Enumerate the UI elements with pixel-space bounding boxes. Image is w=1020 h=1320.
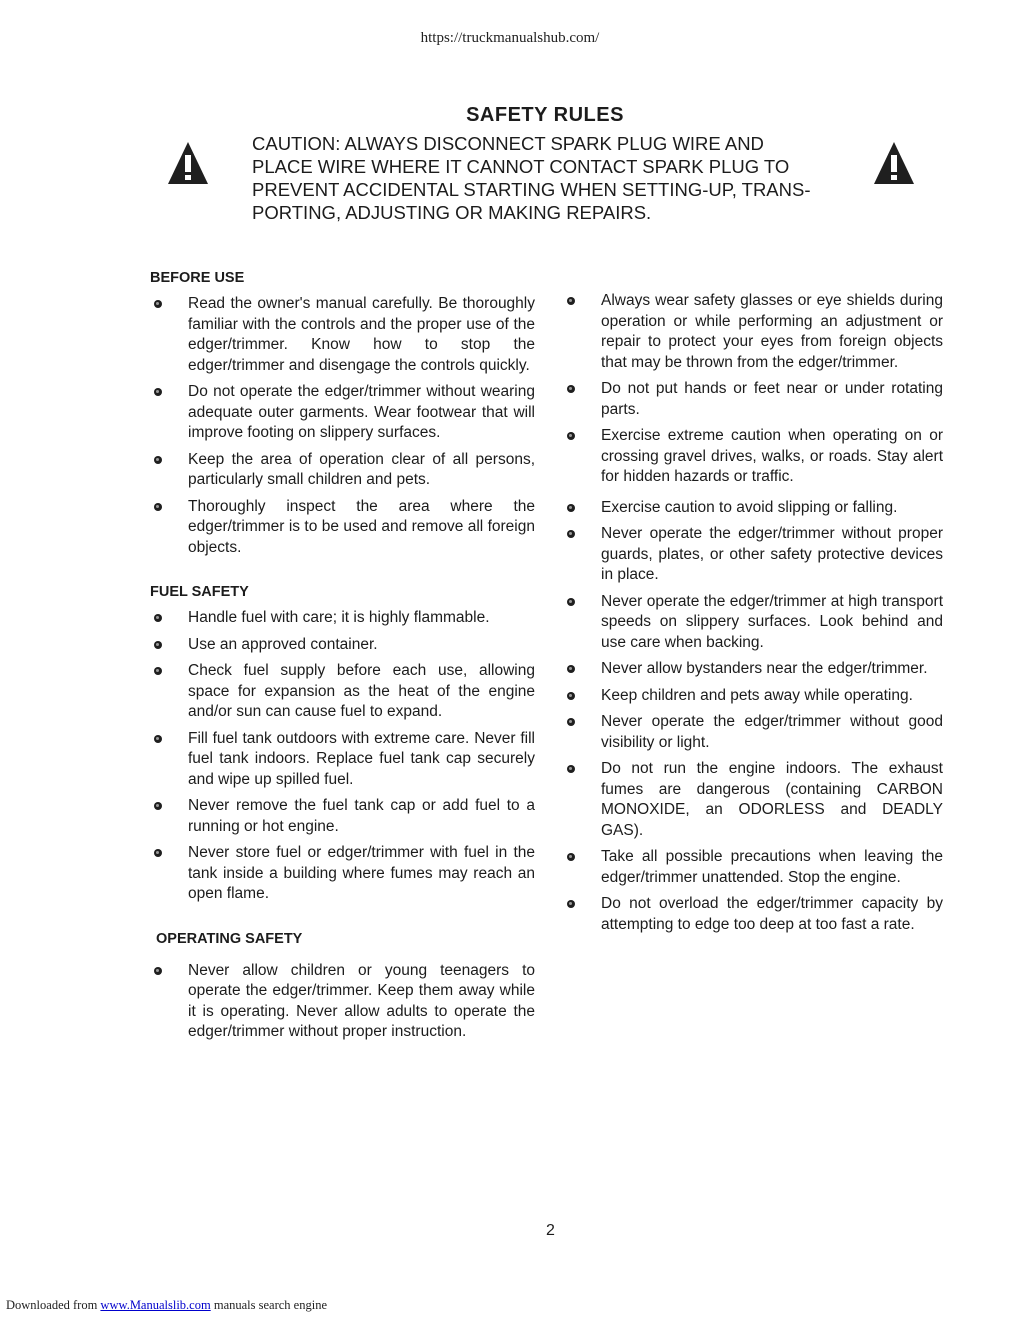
manualslib-link[interactable]: www.Manualslib.com bbox=[100, 1298, 211, 1312]
bullet-icon bbox=[154, 456, 162, 464]
caution-line: CAUTION: ALWAYS DISCONNECT SPARK PLUG WIRE AND bbox=[252, 133, 764, 154]
list-item bbox=[150, 635, 535, 656]
list-item bbox=[563, 847, 943, 888]
bullet-icon bbox=[567, 765, 575, 773]
header-url: https://truckmanualshub.com/ bbox=[420, 30, 600, 46]
bullet-icon bbox=[154, 849, 162, 857]
bullet-icon bbox=[567, 853, 575, 861]
section-heading-before-use: BEFORE USE bbox=[150, 270, 245, 286]
bullet-icon bbox=[154, 503, 162, 511]
right-column bbox=[563, 291, 943, 941]
item-text: Never operate the edger/trimmer without proper guards, plates, or other safety protective devices in place. bbox=[601, 525, 943, 583]
caution-notice bbox=[252, 132, 832, 224]
bullet-icon bbox=[567, 692, 575, 700]
list-item bbox=[563, 686, 943, 707]
item-text: Never operate the edger/trimmer without good visibility or light. bbox=[601, 713, 943, 751]
item-text: Never operate the edger/trimmer at high transport speeds on slippery surfaces. Look behind and use care when backing. bbox=[601, 592, 943, 651]
bullet-icon bbox=[154, 667, 162, 675]
item-text: Thoroughly inspect the area where the edger/trimmer is to be used and remove all foreign objects. bbox=[188, 497, 535, 556]
list-item bbox=[150, 497, 535, 559]
item-text: Never remove the fuel tank cap or add fuel to a running or hot engine. bbox=[188, 797, 535, 835]
item-text: Handle fuel with care; it is highly flammable. bbox=[188, 609, 490, 626]
page-number: 2 bbox=[546, 1222, 555, 1239]
caution-line: PLACE WIRE WHERE IT CANNOT CONTACT SPARK PLUG TO bbox=[252, 156, 790, 177]
list-item bbox=[150, 729, 535, 791]
bullet-icon bbox=[567, 665, 575, 673]
list-item bbox=[150, 961, 535, 1043]
list-item bbox=[563, 712, 943, 753]
item-text: Do not operate the edger/trimmer without wearing adequate outer garments. Wear footwear that will improve footing on slippery surfaces. bbox=[188, 383, 535, 441]
caution-line: PREVENT ACCIDENTAL STARTING WHEN SETTING-UP, TRANS- bbox=[252, 179, 811, 200]
list-item bbox=[150, 294, 535, 376]
bullet-icon bbox=[154, 967, 162, 975]
list-item bbox=[563, 759, 943, 841]
item-text: Exercise extreme caution when operating on or crossing gravel drives, walks, or roads. Stay alert for hidden hazards or traffic. bbox=[601, 427, 943, 485]
list-item bbox=[563, 592, 943, 654]
list-item bbox=[150, 796, 535, 837]
item-text: Do not put hands or feet near or under rotating parts. bbox=[601, 380, 943, 418]
list-item bbox=[150, 661, 535, 723]
bullet-icon bbox=[567, 530, 575, 538]
list-item bbox=[563, 894, 943, 935]
bullet-icon bbox=[567, 385, 575, 393]
bullet-icon bbox=[567, 504, 575, 512]
bullet-icon bbox=[154, 735, 162, 743]
warning-icon bbox=[872, 140, 916, 186]
bullet-icon bbox=[154, 300, 162, 308]
item-text: Read the owner's manual carefully. Be thoroughly familiar with the controls and the proper use of the edger/trimmer. Know how to stop the edger/trimmer and disengage the controls quickly. bbox=[188, 295, 535, 374]
bullet-icon bbox=[567, 718, 575, 726]
item-text: Use an approved container. bbox=[188, 635, 378, 653]
bullet-icon bbox=[567, 297, 575, 305]
list-item bbox=[563, 498, 943, 519]
bullet-icon bbox=[567, 432, 575, 440]
item-text: Always wear safety glasses or eye shields during operation or while performing an adjustment or repair to protect your eyes from foreign objects that may be thrown from the edger/trimmer. bbox=[601, 292, 943, 371]
section-heading-fuel-safety: FUEL SAFETY bbox=[150, 584, 249, 600]
list-item bbox=[563, 524, 943, 586]
bullet-icon bbox=[154, 641, 162, 649]
item-text: Fill fuel tank outdoors with extreme care. Never fill fuel tank indoors. Replace fuel tank cap securely and wipe up spilled fuel. bbox=[188, 729, 535, 788]
warning-icon bbox=[166, 140, 210, 186]
item-text: Keep the area of operation clear of all persons, particularly small children and pets. bbox=[188, 450, 535, 488]
item-text: Exercise caution to avoid slipping or falling. bbox=[601, 498, 898, 516]
item-text: Keep children and pets away while operating. bbox=[601, 686, 913, 704]
list-item bbox=[150, 382, 535, 444]
item-text: Never allow bystanders near the edger/trimmer. bbox=[601, 660, 928, 677]
bullet-icon bbox=[154, 802, 162, 810]
item-text: Check fuel supply before each use, allowing space for expansion as the heat of the engine and/or sun can cause fuel to expand. bbox=[188, 662, 535, 720]
bullet-icon bbox=[154, 388, 162, 396]
footer-suffix: manuals search engine bbox=[210, 1298, 327, 1312]
footer bbox=[6, 1298, 327, 1313]
item-text: Do not run the engine indoors. The exhaust fumes are dangerous (containing CARBON MONOXIDE, an ODORLESS and DEADLY GAS). bbox=[601, 760, 943, 839]
left-column bbox=[150, 270, 535, 1049]
list-item bbox=[563, 426, 943, 488]
item-text: Take all possible precautions when leaving the edger/trimmer unattended. Stop the engine. bbox=[601, 848, 943, 886]
list-item bbox=[150, 450, 535, 491]
item-text: Never store fuel or edger/trimmer with fuel in the tank inside a building where fumes may reach an open flame. bbox=[188, 844, 535, 902]
bullet-icon bbox=[567, 598, 575, 606]
section-heading-operating-safety: OPERATING SAFETY bbox=[156, 930, 303, 947]
footer-prefix: Downloaded from bbox=[6, 1298, 101, 1312]
list-item bbox=[150, 608, 535, 629]
list-item bbox=[563, 659, 943, 680]
list-item bbox=[563, 291, 943, 373]
list-item bbox=[563, 379, 943, 420]
item-text: Do not overload the edger/trimmer capacity by attempting to edge too deep at too fast a rate. bbox=[601, 895, 943, 933]
list-item bbox=[150, 843, 535, 905]
item-text: Never allow children or young teenagers to operate the edger/trimmer. Keep them away while it is operating. Never allow adults to operate the edger/trimmer without proper instruction. bbox=[188, 961, 535, 1040]
bullet-icon bbox=[567, 900, 575, 908]
page-title: SAFETY RULES bbox=[466, 104, 624, 126]
caution-line: PORTING, ADJUSTING OR MAKING REPAIRS. bbox=[252, 202, 652, 223]
bullet-icon bbox=[154, 614, 162, 622]
